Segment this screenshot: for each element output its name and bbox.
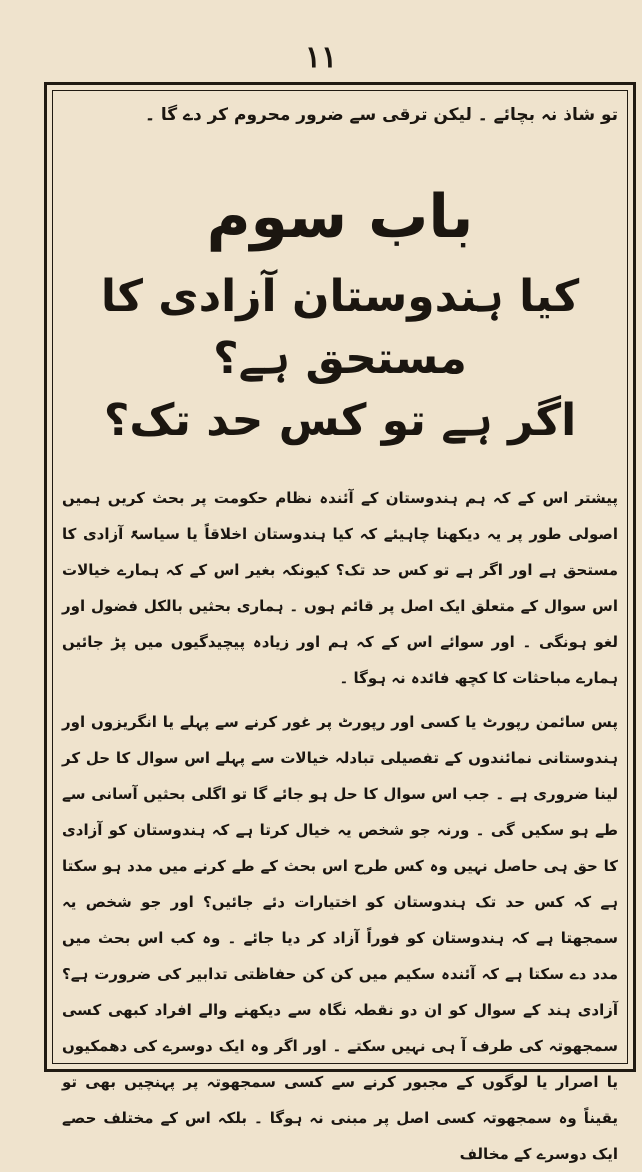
page-number: ۱۱ xyxy=(304,40,338,75)
chapter-title-line-2: اگر ہے تو کس حد تک؟ xyxy=(103,395,577,446)
page-content xyxy=(62,100,618,1163)
body-paragraph-2: پس سائمن رپورٹ یا کسی اور رپورٹ پر غور کرنے سے پہلے یا انگریزوں اور ہندوستانی نمائندوں کے تفصیلی تبادلہ خیالات سے پہلے اس سوال کا حل کر لینا ضروری ہے ۔ جب اس سوال کا حل ہو جائے گا تو اگلی بحثیں آسانی سے طے ہو سکیں گی ۔ ورنہ جو شخص یہ خیال کرتا ہے کہ ہندوستان کو آزادی کا حق ہی حاصل نہیں وہ کس طرح اس بحث کے طے کرنے میں مدد ہو سکتا ہے کہ کس حد تک ہندوستان کو اختیارات دئے جائیں؟ اور جو شخص یہ سمجھتا ہے کہ ہندوستان کو فوراً آزاد کر دیا جائے ۔ وہ کب اس بحث میں مدد دے سکتا ہے کہ آئندہ سکیم میں کن کن حفاظتی تدابیر کی ضرورت ہے؟ آزادی ہند کے سوال کو ان دو نقطہ نگاہ سے دیکھنے والے افراد کبھی کسی سمجھوتہ کی طرف آ ہی نہیں سکتے ۔ اور اگر وہ ایک دوسرے کی دھمکیوں یا اصرار یا لوگوں کے مجبور کرنے سے کسی سمجھوتہ پر پہنچیں بھی تو یقیناً وہ سمجھوتہ کسی اصل پر مبنی نہ ہوگا ۔ بلکہ اس کے مختلف حصے ایک دوسرے کے مخالف xyxy=(62,713,618,1163)
chapter-title-line-1: کیا ہندوستان آزادی کا مستحق ہے؟ xyxy=(100,271,580,384)
chapter-heading: باب سوم xyxy=(206,182,474,252)
carry-over-line: تو شاذ نہ بچائے ۔ لیکن ترقی سے ضرور محروم کر دے گا ۔ xyxy=(144,105,618,125)
body-paragraph-1: پیشتر اس کے کہ ہم ہندوستان کے آئندہ نظام حکومت پر بحث کریں ہمیں اصولی طور پر یہ دیکھنا چاہیئے کہ کیا ہندوستان اخلاقاً یا سیاسۃً آزادی کا مستحق ہے اور اگر ہے تو کس حد تک؟ کیونکہ بغیر اس کے کہ ہمارے خیالات اس سوال کے متعلق ایک اصل پر قائم ہوں ۔ ہماری بحثیں بالکل فضول اور لغو ہونگی ۔ اور سوائے اس کے کہ ہم اور زیادہ پیچیدگیوں میں پڑ جائیں ہمارے مباحثات کا کچھ فائدہ نہ ہوگا ۔ xyxy=(62,489,618,687)
